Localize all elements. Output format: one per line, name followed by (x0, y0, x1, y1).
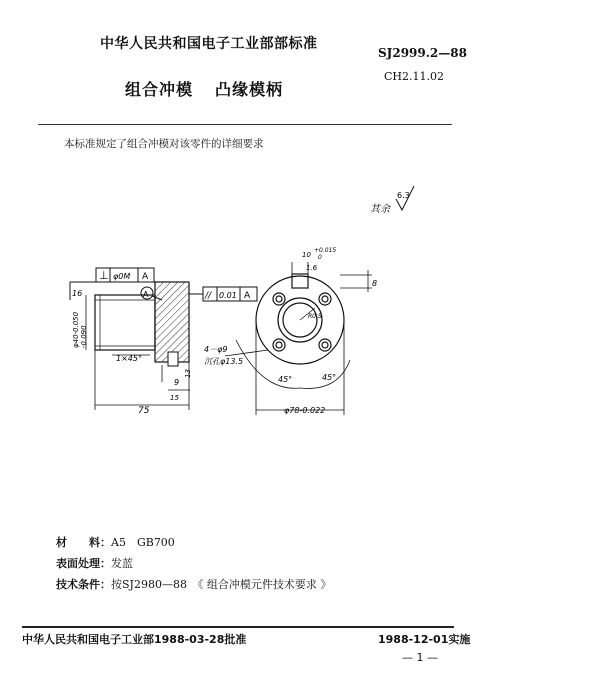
spec-value: 发蓝 (111, 557, 133, 570)
page-number: — 1 — (402, 651, 438, 664)
issuing-authority: 中华人民共和国电子工业部部标准 (100, 36, 318, 52)
title-part-1: 组合冲模 (125, 80, 194, 99)
effective-date: 1988-12-01实施 (378, 633, 471, 646)
roughness-value: 6.3 (397, 191, 410, 200)
dim-45-right: 45° (322, 373, 337, 382)
standard-number: SJ2999.2—88 (378, 46, 467, 60)
dim-13: 13 (184, 369, 192, 378)
roughness-mark (370, 186, 414, 215)
approval-note: 中华人民共和国电子工业部1988-03-28批准 (22, 633, 247, 646)
classification-number: CH2.11.02 (384, 70, 444, 83)
perp-tolerance: φ0M (113, 272, 131, 281)
spec-value: A5 GB700 (111, 536, 175, 549)
spec-surface (56, 552, 331, 573)
dim-d40-lower: -0.090 (80, 325, 88, 348)
dim-rough-slot: 1.6 (306, 264, 318, 272)
datum-a-letter: A (143, 290, 149, 299)
dim-d40: φ40-0.050 (72, 311, 80, 348)
intro-text: 本标准规定了组合冲模对该零件的详细要求 (64, 138, 264, 150)
dim-9: 9 (174, 378, 180, 387)
dim-8: 8 (372, 279, 378, 288)
dim-slot: 10 (302, 251, 311, 259)
dim-16: 16 (72, 289, 83, 298)
par-tolerance: 0.01 (219, 291, 237, 300)
footer-rule (22, 626, 454, 628)
dim-holes: 4－φ9 (204, 345, 228, 354)
counterbore-section (168, 352, 178, 366)
dim-15: 15 (170, 394, 179, 402)
dim-slot-tol2: 0 (318, 254, 322, 261)
dim-slot-tol: +0.015 (314, 247, 337, 254)
spec-list (56, 531, 331, 594)
perp-datum: A (142, 272, 149, 282)
spec-label: 技术条件： (56, 578, 111, 591)
dim-d78: φ78-0.022 (284, 406, 326, 415)
par-datum: A (244, 291, 251, 301)
dim-chamfer: 1×45° (116, 354, 142, 363)
spec-material (56, 531, 331, 552)
spec-label: 材 料： (56, 536, 111, 549)
spec-technical (56, 573, 331, 594)
dim-counterbore: 沉孔φ13.5 (204, 357, 244, 366)
dim-45-left: 45° (278, 375, 293, 384)
front-view (256, 274, 344, 364)
dim-radius: R0.5 (308, 313, 322, 320)
perp-symbol: ⊥ (99, 269, 109, 282)
dim-75: 75 (138, 406, 150, 416)
spec-value: 按SJ2980—88 《 组合冲模元件技术要求 》 (111, 578, 332, 591)
title-part-2: 凸缘模柄 (215, 80, 284, 99)
spec-label: 表面处理： (56, 557, 111, 570)
roughness-label: 其余 (370, 204, 390, 215)
par-symbol: // (205, 291, 212, 301)
section-hatch (155, 282, 189, 362)
front-dimensions (225, 262, 372, 415)
